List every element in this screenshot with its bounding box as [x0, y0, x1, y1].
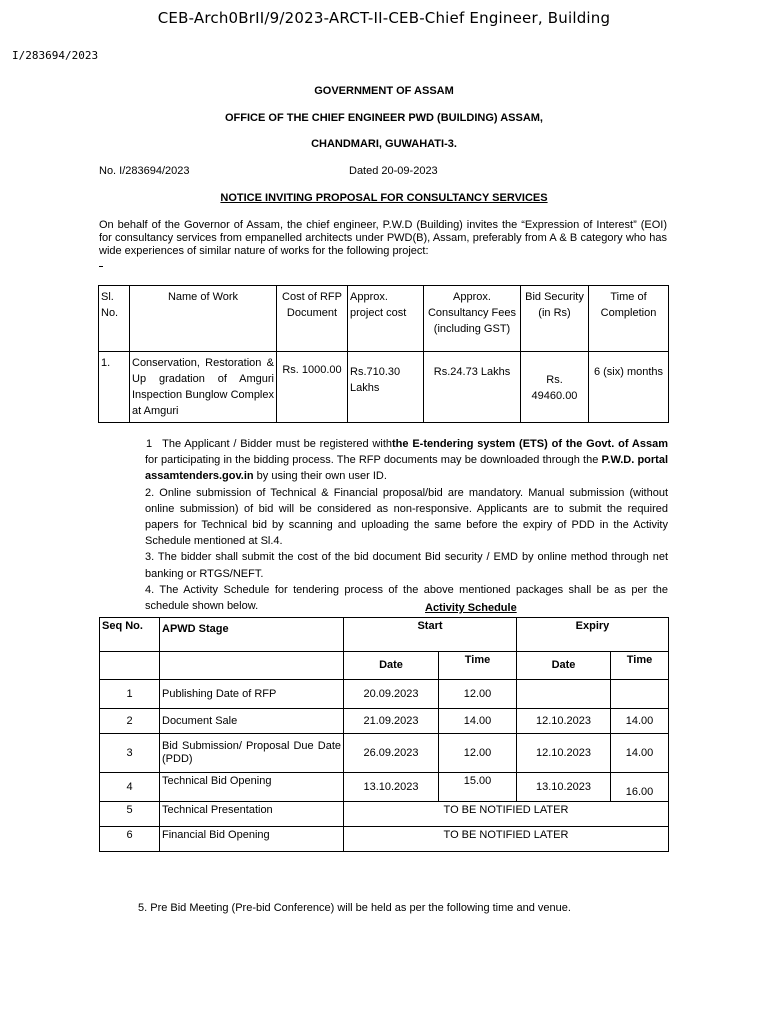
cell-time: 6 (six) months [589, 352, 669, 423]
header-expiry: Expiry [517, 618, 669, 652]
table-row [100, 709, 669, 734]
stage-cell: Document Sale [160, 709, 344, 734]
table-row [100, 827, 669, 852]
stage-cell: Publishing Date of RFP [160, 680, 344, 709]
seq-cell: 2 [100, 709, 160, 734]
seq-cell: 1 [100, 680, 160, 709]
letter-date: Dated 20-09-2023 [349, 165, 438, 177]
expiry-time-cell: 14.00 [611, 734, 669, 773]
cell-sl: 1. [99, 352, 130, 423]
item-1 [145, 436, 668, 485]
header-project: Approx. project cost [348, 286, 424, 352]
schedule-subheader-row [100, 652, 669, 680]
header-sl: Sl. No. [99, 286, 130, 352]
header-start-date: Date [344, 652, 439, 680]
schedule-table [99, 617, 669, 852]
expiry-date-cell [517, 680, 611, 709]
intro-paragraph [99, 219, 667, 258]
stage-cell: Technical Presentation [160, 802, 344, 827]
item-1-number: 1 [146, 438, 153, 450]
underscore-mark [99, 266, 103, 267]
header-fees: Approx. Consultancy Fees (including GST) [424, 286, 521, 352]
start-time-cell: 15.00 [439, 773, 517, 802]
table-row [100, 680, 669, 709]
cell-cost: Rs. 1000.00 [277, 352, 348, 423]
seq-cell: 5 [100, 802, 160, 827]
start-date-cell: 26.09.2023 [344, 734, 439, 773]
header-cost: Cost of RFP Document [277, 286, 348, 352]
header-start-time: Time [439, 652, 517, 680]
cell-name: Conservation, Restoration & Up gradation of Amguri Inspection Bunglow Complex at Amguri [130, 352, 277, 423]
schedule-header-row [100, 618, 669, 652]
subheader-empty-2 [160, 652, 344, 680]
org-line-2: OFFICE OF THE CHIEF ENGINEER PWD (BUILDING) ASSAM, [225, 112, 543, 124]
cell-bid: Rs. 49460.00 [521, 352, 589, 423]
item-1-text-e: by using their own user ID. [253, 470, 387, 483]
intro-text: On behalf of the Governor of Assam, the chief engineer, P.W.D (Building) invites the “Expression of Interest” (EOI) for consultancy services from empanelled architects under PWD(B), Assam, preferably from A & B category who has wide experiences of similar nature of works for the following project: [99, 219, 667, 257]
items-block [145, 436, 668, 614]
header-start: Start [344, 618, 517, 652]
start-time-cell: 14.00 [439, 709, 517, 734]
seq-cell: 4 [100, 773, 160, 802]
cell-fees: Rs.24.73 Lakhs [424, 352, 521, 423]
header-seq: Seq No. [100, 618, 160, 652]
header-time: Time of Completion [589, 286, 669, 352]
seq-cell: 6 [100, 827, 160, 852]
stage-cell: Bid Submission/ Proposal Due Date (PDD) [160, 734, 344, 773]
work-table [98, 285, 669, 423]
merged-status-cell: TO BE NOTIFIED LATER [344, 802, 669, 827]
item-2: 2. Online submission of Technical & Financial proposal/bid are mandatory. Manual submission (without online submission) of bid will be considered as non-responsive. Applicants are to submit the required papers for Technical bid by scanning and uploading the same before the expiry of PDD in the Activity Schedule mentioned at Sl.4. [145, 486, 668, 548]
stage-cell: Technical Bid Opening [160, 773, 344, 802]
start-date-cell: 20.09.2023 [344, 680, 439, 709]
item-3: 3. The bidder shall submit the cost of the bid document Bid security / EMD by online method through net banking or RTGS/NEFT. [145, 551, 668, 580]
subheader-empty-1 [100, 652, 160, 680]
table-row [100, 734, 669, 773]
item-1-text-a: The Applicant / Bidder must be registered with [162, 438, 392, 450]
expiry-date-cell: 12.10.2023 [517, 709, 611, 734]
work-table-header [99, 286, 669, 352]
start-date-cell: 13.10.2023 [344, 773, 439, 802]
start-time-cell: 12.00 [439, 734, 517, 773]
table-row [99, 352, 669, 423]
schedule-title: Activity Schedule [425, 602, 517, 614]
expiry-time-cell: 14.00 [611, 709, 669, 734]
expiry-time-cell [611, 680, 669, 709]
item-1-text-c: for participating in the bidding process. The RFP documents may be downloaded through the [145, 454, 602, 467]
header-stage: APWD Stage [160, 618, 344, 652]
notice-title: NOTICE INVITING PROPOSAL FOR CONSULTANCY SERVICES [220, 192, 548, 204]
org-line-1: GOVERNMENT OF ASSAM [314, 85, 454, 97]
item-5: 5. Pre Bid Meeting (Pre-bid Conference) will be held as per the following time and venue. [138, 902, 571, 914]
header-bid: Bid Security (in Rs) [521, 286, 589, 352]
seq-cell: 3 [100, 734, 160, 773]
item-1-text-b: the E-tendering system (ETS) of the Govt. of Assam [392, 438, 668, 450]
item-4: 4. The Activity Schedule for tendering process of the above mentioned packages shall be as per the schedule shown below. [145, 583, 668, 613]
start-time-cell: 12.00 [439, 680, 517, 709]
merged-status-cell: TO BE NOTIFIED LATER [344, 827, 669, 852]
table-row [100, 802, 669, 827]
table-row [100, 773, 669, 802]
item-1-link: P.W.D. portal assamtenders.gov.in [145, 454, 668, 483]
start-date-cell: 21.09.2023 [344, 709, 439, 734]
cell-project: Rs.710.30 Lakhs [348, 352, 424, 423]
expiry-time-cell: 16.00 [611, 773, 669, 802]
expiry-date-cell: 13.10.2023 [517, 773, 611, 802]
file-reference: I/283694/2023 [12, 49, 99, 62]
header-expiry-date: Date [517, 652, 611, 680]
file-header: CEB-Arch0BrII/9/2023-ARCT-II-CEB-Chief Engineer, Building [157, 9, 611, 27]
header-name: Name of Work [130, 286, 277, 352]
stage-cell: Financial Bid Opening [160, 827, 344, 852]
expiry-date-cell: 12.10.2023 [517, 734, 611, 773]
org-line-3: CHANDMARI, GUWAHATI-3. [311, 138, 457, 150]
header-expiry-time: Time [611, 652, 669, 680]
letter-number: No. I/283694/2023 [99, 165, 190, 177]
